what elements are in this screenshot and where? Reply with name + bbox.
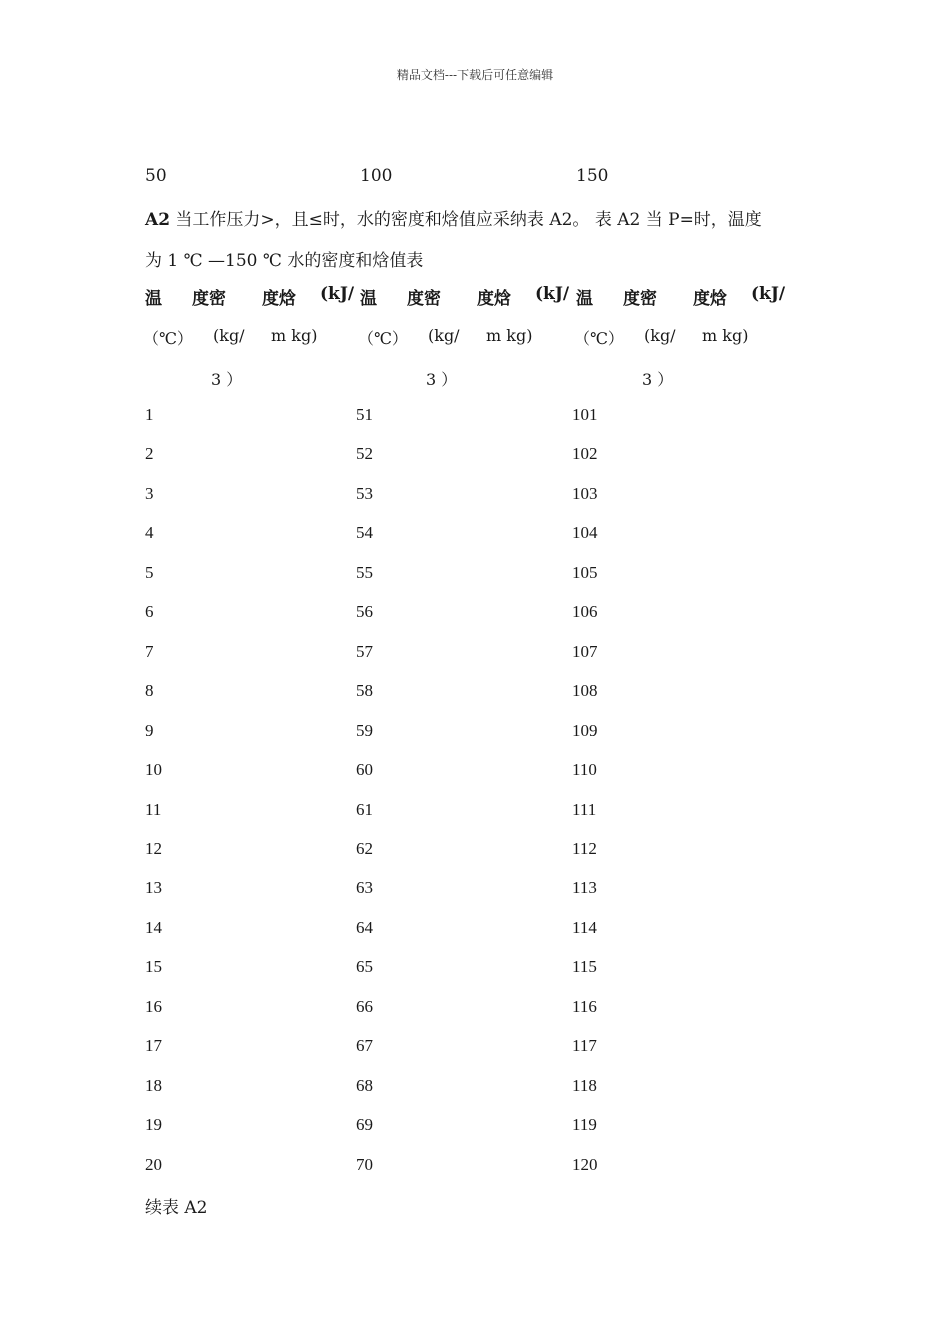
top-number-3: 150 [576, 166, 609, 186]
table-cell-temperature: 58 [356, 681, 373, 700]
table-cell-temperature: 7 [145, 642, 154, 661]
table-cell-temperature: 16 [145, 997, 162, 1016]
table-cell-temperature: 52 [356, 444, 373, 463]
table-cell-temperature: 51 [356, 405, 373, 424]
table-cell-temperature: 68 [356, 1076, 373, 1095]
table-cell-temperature: 105 [572, 563, 598, 582]
table-cell-temperature: 116 [572, 997, 597, 1016]
table-cell-temperature: 102 [572, 444, 598, 463]
table-cell-temperature: 11 [145, 800, 162, 819]
unit-temp: （℃） [143, 329, 193, 348]
header-enthalpy: 度焓 [262, 289, 296, 309]
table-cell-temperature: 13 [145, 878, 162, 897]
unit-temp: （℃） [574, 329, 624, 348]
table-cell-temperature: 4 [145, 523, 154, 542]
table-cell-temperature: 6 [145, 602, 154, 621]
table-cell-temperature: 111 [572, 800, 597, 819]
table-cell-temperature: 64 [356, 918, 373, 937]
header-temp: 温 [576, 289, 593, 309]
unit-enthalpy: m kg) [271, 326, 318, 345]
table-cell-temperature: 55 [356, 563, 373, 582]
table-cell-temperature: 18 [145, 1076, 162, 1095]
table-cell-temperature: 61 [356, 800, 373, 819]
table-cell-temperature: 63 [356, 878, 373, 897]
header-enthalpy-unit: (kJ/ [751, 284, 786, 304]
top-number-2: 100 [360, 166, 393, 186]
table-cell-temperature: 115 [572, 957, 597, 976]
unit-temp: （℃） [358, 329, 408, 348]
table-cell-temperature: 60 [356, 760, 373, 779]
table-cell-temperature: 1 [145, 405, 154, 424]
table-cell-temperature: 106 [572, 602, 598, 621]
table-cell-temperature: 70 [356, 1155, 373, 1174]
table-cell-temperature: 3 [145, 484, 154, 503]
header-enthalpy: 度焓 [693, 289, 727, 309]
header-enthalpy-unit: (kJ/ [320, 284, 355, 304]
table-cell-temperature: 8 [145, 681, 154, 700]
unit-density-exponent: 3 ） [211, 370, 243, 389]
table-cell-temperature: 66 [356, 997, 373, 1016]
table-cell-temperature: 103 [572, 484, 598, 503]
paragraph-line-1-text: 当工作压力>，且≤时，水的密度和焓值应采纳表 A2。 表 A2 当 P=时，温度 [170, 210, 762, 230]
table-cell-temperature: 17 [145, 1036, 162, 1055]
unit-density: (kg/ [644, 326, 676, 345]
top-number-1: 50 [145, 166, 167, 186]
page-header-watermark: 精品文档---下载后可任意编辑 [396, 68, 554, 82]
table-cell-temperature: 117 [572, 1036, 597, 1055]
unit-enthalpy: m kg) [486, 326, 533, 345]
table-cell-temperature: 120 [572, 1155, 598, 1174]
table-cell-temperature: 109 [572, 721, 598, 740]
table-cell-temperature: 114 [572, 918, 597, 937]
table-cell-temperature: 65 [356, 957, 373, 976]
table-cell-temperature: 10 [145, 760, 162, 779]
table-cell-temperature: 112 [572, 839, 597, 858]
table-cell-temperature: 12 [145, 839, 162, 858]
table-cell-temperature: 119 [572, 1115, 597, 1134]
paragraph-label: A2 [145, 210, 171, 230]
table-cell-temperature: 54 [356, 523, 373, 542]
header-temp: 温 [360, 289, 377, 309]
continued-table-label: 续表 A2 [145, 1198, 208, 1218]
table-cell-temperature: 20 [145, 1155, 162, 1174]
table-cell-temperature: 15 [145, 957, 162, 976]
table-cell-temperature: 56 [356, 602, 373, 621]
table-cell-temperature: 9 [145, 721, 154, 740]
header-density: 度密 [623, 289, 657, 309]
table-cell-temperature: 59 [356, 721, 373, 740]
header-density: 度密 [407, 289, 441, 309]
unit-density-exponent: 3 ） [642, 370, 674, 389]
table-cell-temperature: 67 [356, 1036, 373, 1055]
unit-density: (kg/ [213, 326, 245, 345]
table-cell-temperature: 69 [356, 1115, 373, 1134]
header-enthalpy: 度焓 [477, 289, 511, 309]
table-cell-temperature: 62 [356, 839, 373, 858]
header-temp: 温 [145, 289, 162, 309]
table-cell-temperature: 57 [356, 642, 373, 661]
unit-density-exponent: 3 ） [426, 370, 458, 389]
table-cell-temperature: 101 [572, 405, 598, 424]
header-density: 度密 [192, 289, 226, 309]
table-cell-temperature: 53 [356, 484, 373, 503]
table-cell-temperature: 19 [145, 1115, 162, 1134]
unit-enthalpy: m kg) [702, 326, 749, 345]
paragraph-line-1 [145, 205, 762, 230]
table-cell-temperature: 104 [572, 523, 598, 542]
table-cell-temperature: 108 [572, 681, 598, 700]
table-cell-temperature: 14 [145, 918, 162, 937]
table-cell-temperature: 107 [572, 642, 598, 661]
table-cell-temperature: 118 [572, 1076, 597, 1095]
header-enthalpy-unit: (kJ/ [535, 284, 570, 304]
table-cell-temperature: 110 [572, 760, 597, 779]
table-cell-temperature: 113 [572, 878, 597, 897]
table-cell-temperature: 5 [145, 563, 154, 582]
unit-density: (kg/ [428, 326, 460, 345]
paragraph-line-2: 为 1 ℃ —150 ℃ 水的密度和焓值表 [145, 251, 424, 271]
table-cell-temperature: 2 [145, 444, 154, 463]
